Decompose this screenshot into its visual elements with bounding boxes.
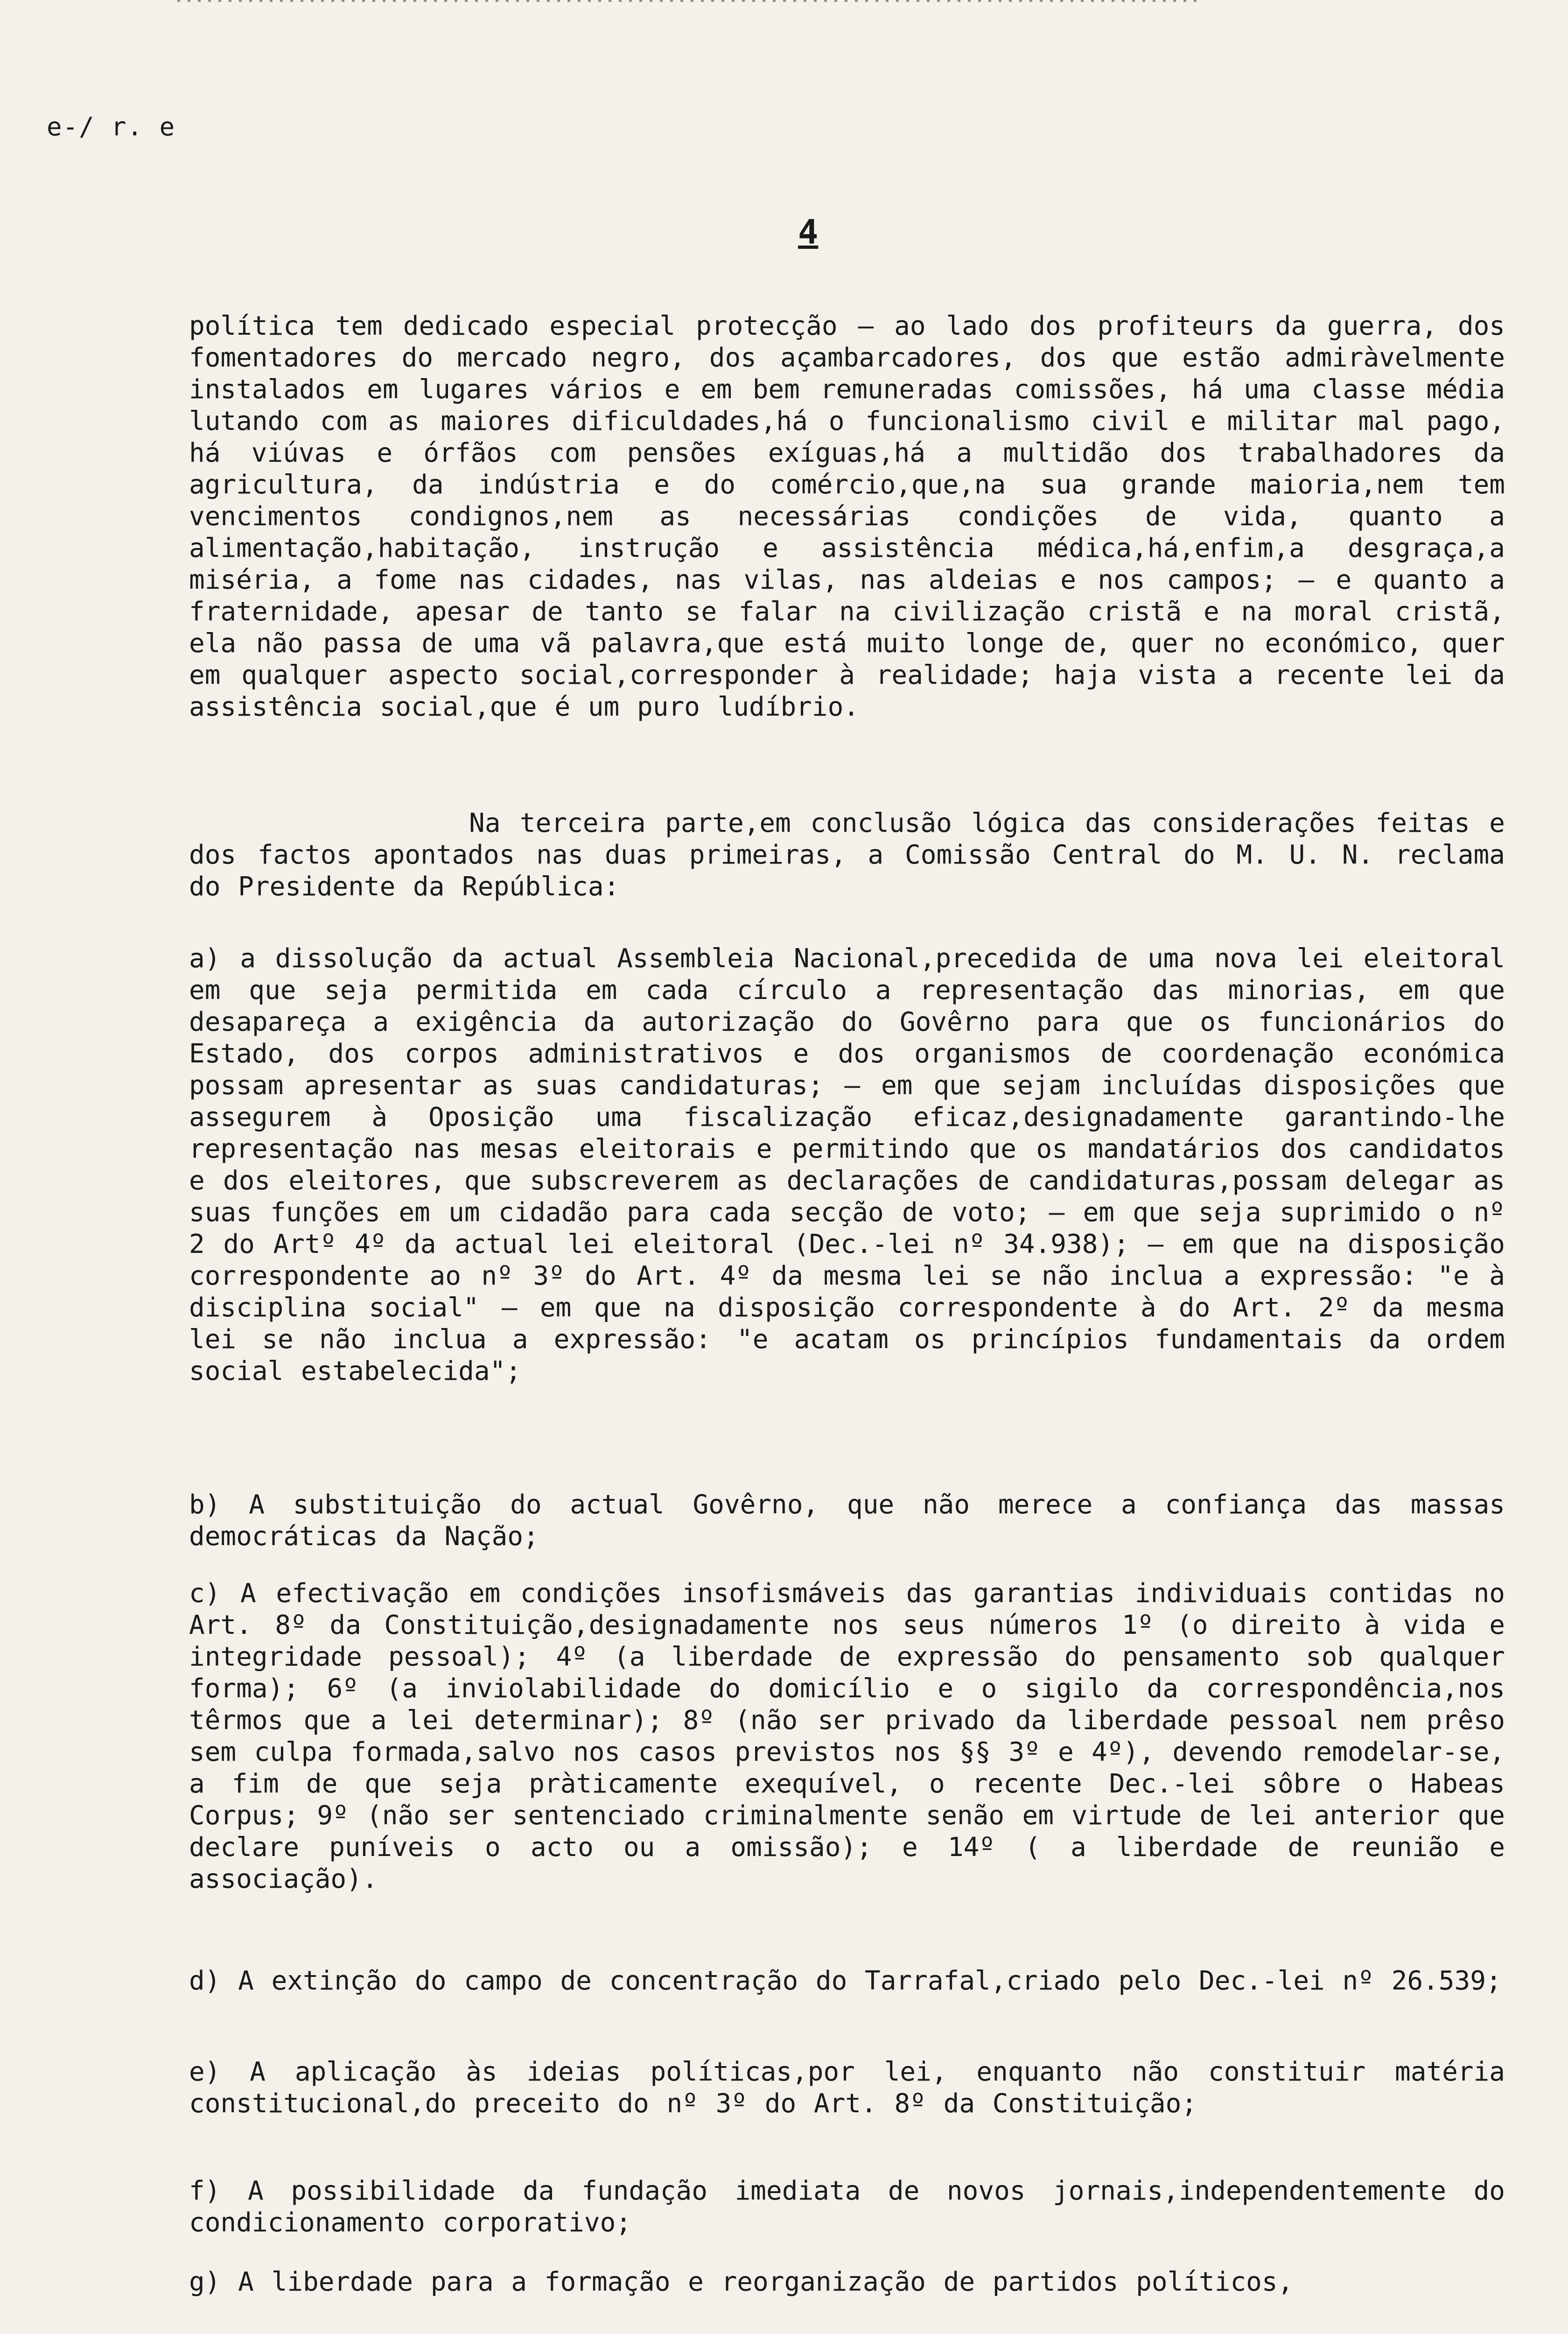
list-item-c: c) A efectivação em condições insofismáveis das garantias individuais contidas no Art. 8º da Constituição,designadamente nos seus números 1º (o direito à vida e integridade pessoal); 4º (a liberdade de expressão do pensamento sob qualquer forma); 6º (a inviolabilidade do domicílio e o sigilo da correspondência,nos têrmos que a lei determinar); 8º (não ser privado da liberdade pessoal nem prêso sem culpa formada,salvo nos casos previstos nos §§ 3º e 4º), devendo remodelar-se, a fim de que seja pràticamente exequível, o recente Dec.-lei sôbre o Habeas Corpus; 9º (não ser sentenciado criminalmente senão em virtude de lei anterior que declare puníveis o acto ou a omissão); e 14º ( a liberdade de reunião e associação). — [189, 1578, 1505, 1894]
list-item-d: d) A extinção do campo de concentração do Tarrafal,criado pelo Dec.-lei nº 26.539; — [189, 1966, 1502, 1996]
paragraph-2 — [189, 808, 1505, 903]
list-item-b: b) A substituição do actual Govêrno, que não merece a confiança das massas democráticas da Nação; — [189, 1490, 1505, 1552]
paragraph-2-text: Na terceira parte,em conclusão lógica das considerações feitas e dos factos apontados nas duas primeiras, a Comissão Central do M. U. N. reclama do Presidente da República: — [189, 808, 1505, 902]
handwritten-corner-mark: e-/ r. e — [47, 112, 176, 141]
list-item-g: g) A liberdade para a formação e reorganização de partidos políticos, — [189, 2267, 1294, 2297]
top-edge-marks — [177, 0, 1204, 2]
list-item-e: e) A aplicação às ideias políticas,por lei, enquanto não constituir matéria constitucional,do preceito do nº 3º do Art. 8º da Constituição; — [189, 2057, 1505, 2119]
list-item-f: f) A possibilidade da fundação imediata de novos jornais,independentemente do condicionamento corporativo; — [189, 2176, 1505, 2238]
list-item-a: a) a dissolução da actual Assembleia Nacional,precedida de uma nova lei eleitoral em que seja permitida em cada círculo a representação das minorias, em que desapareça a exigência da autorização do Govêrno para que os funcionários do Estado, dos corpos administrativos e dos organismos de coordenação económica possam apresentar as suas candidaturas; — em que sejam incluídas disposições que assegurem à Oposição uma fiscalização eficaz,designadamente garantindo-lhe representação nas mesas eleitorais e permitindo que os mandatários dos candidatos e dos eleitores, que subscreverem as declarações de candidaturas,possam delegar as suas funções em um cidadão para cada secção de voto; — em que seja suprimido o nº 2 do Artº 4º da actual lei eleitoral (Dec.-lei nº 34.938); — em que na disposição correspondente ao nº 3º do Art. 4º da mesma lei se não inclua a expressão: "e à disciplina social" — em que na disposição correspondente à do Art. 2º da mesma lei se não inclua a expressão: "e acatam os princípios fundamentais da ordem social estabelecida"; — [189, 943, 1505, 1386]
paragraph-1: política tem dedicado especial protecção — ao lado dos profiteurs da guerra, dos fomentadores do mercado negro, dos açambarcadores, dos que estão admiràvelmente instalados em lugares vários e em bem remuneradas comissões, há uma classe média lutando com as maiores dificuldades,há o funcionalismo civil e militar mal pago, há viúvas e órfãos com pensões exíguas,há a multidão dos trabalhadores da agricultura, da indústria e do comércio,que,na sua grande maioria,nem tem vencimentos condignos,nem as necessárias condições de vida, quanto a alimentação,habitação, instrução e assistência médica,há,enfim,a desgraça,a miséria, a fome nas cidades, nas vilas, nas aldeias e nos campos; — e quanto a fraternidade, apesar de tanto se falar na civilização cristã e na moral cristã, ela não passa de uma vã palavra,que está muito longe de, quer no económico, quer em qualquer aspecto social,corresponder à realidade; haja vista a recente lei da assistência social,que é um puro ludíbrio. — [189, 311, 1505, 722]
page-number: 4 — [798, 212, 819, 252]
